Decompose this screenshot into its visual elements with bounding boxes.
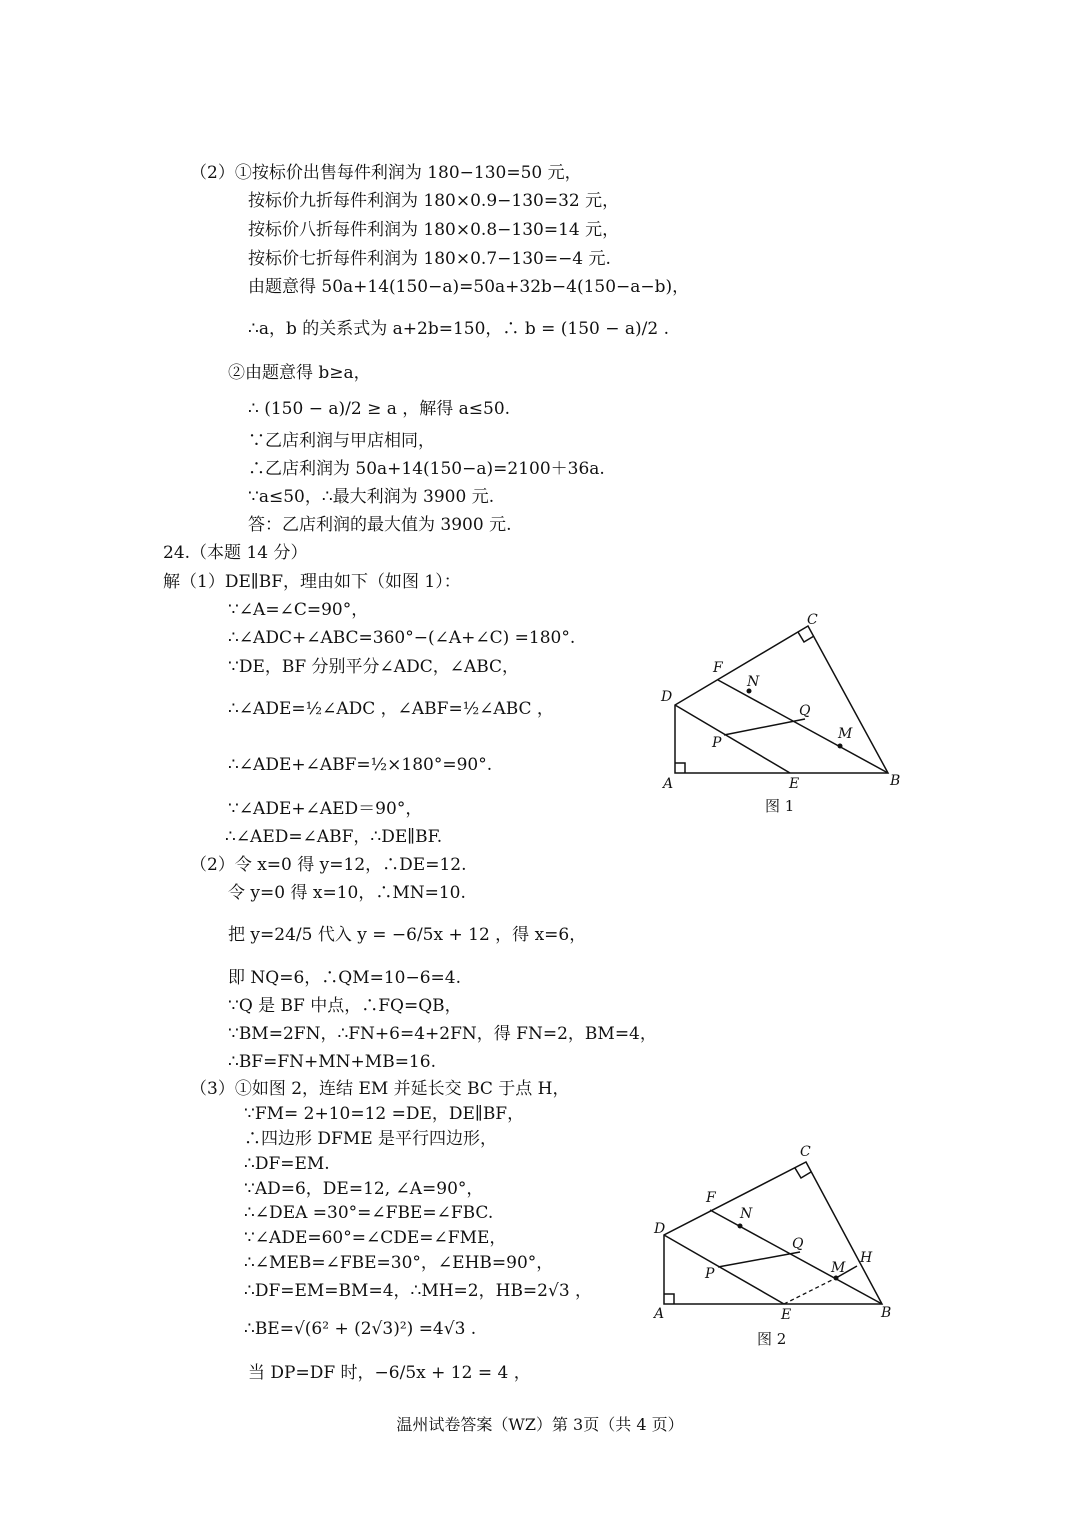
label-p: P — [712, 735, 722, 751]
text-line: ∵Q 是 BF 中点，∴FQ=QB， — [228, 996, 462, 1016]
text-line: ∴∠ADC+∠ABC=360°−(∠A+∠C) =180°. — [228, 628, 576, 648]
label-d: D — [654, 1221, 666, 1237]
figure-2-caption: 图 2 — [757, 1330, 787, 1348]
right-angle-a — [664, 1294, 674, 1304]
text-line: 解（1）DE∥BF，理由如下（如图 1）： — [163, 572, 461, 592]
text-line: 按标价七折每件利润为 180×0.7−130=−4 元. — [248, 249, 611, 269]
text-line: 即 NQ=6，∴QM=10−6=4. — [228, 968, 462, 988]
dashed-segment-em — [784, 1278, 836, 1304]
text-line: ∴BE=√(6² + (2√3)²) =4√3 . — [244, 1319, 477, 1339]
label-b: B — [881, 1305, 892, 1321]
text-line: ∵∠A=∠C=90°， — [228, 600, 369, 620]
label-q: Q — [792, 1236, 804, 1252]
text-line: ∴四边形 DFME 是平行四边形， — [244, 1129, 498, 1149]
figure-1 — [655, 608, 915, 798]
point-m — [838, 744, 843, 749]
label-m: M — [838, 726, 853, 742]
text-line: ∴ (150 − a)/2 ≥ a ，解得 a≤50. — [248, 399, 511, 419]
text-line: ∵乙店利润与甲店相同， — [248, 431, 435, 451]
figure-2 — [648, 1140, 908, 1325]
page-footer: 温州试卷答案（WZ）第 3页（共 4 页） — [396, 1415, 684, 1434]
label-m: M — [831, 1260, 846, 1276]
text-line: （2）①按标价出售每件利润为 180−130=50 元， — [190, 163, 582, 183]
text-line: （3）①如图 2，连结 EM 并延长交 BC 于点 H， — [190, 1079, 570, 1099]
text-line: ∵FM= 2+10=12 =DE，DE∥BF， — [244, 1104, 525, 1124]
label-c: C — [807, 612, 818, 628]
label-e: E — [781, 1307, 792, 1323]
text-line: ∴乙店利润为 50a+14(150−a)=2100＋36a. — [248, 459, 605, 479]
text-line: ②由题意得 b≥a， — [228, 363, 371, 383]
label-p: P — [705, 1266, 715, 1282]
segment-pq — [718, 1252, 800, 1267]
label-e: E — [789, 776, 800, 792]
text-line: 令 y=0 得 x=10，∴MN=10. — [228, 883, 466, 903]
text-line: ∵BM=2FN，∴FN+6=4+2FN，得 FN=2，BM=4， — [228, 1024, 657, 1044]
text-line: ∵a≤50，∴最大利润为 3900 元. — [248, 487, 495, 507]
text-line: ∴BF=FN+MN+MB=16. — [228, 1052, 436, 1072]
text-line: （2）令 x=0 得 y=12，∴DE=12. — [190, 855, 467, 875]
text-line: ∵AD=6，DE=12, ∠A=90°， — [244, 1179, 484, 1199]
text-line: ∴a，b 的关系式为 a+2b=150，∴ b = (150 − a)/2 . — [248, 319, 669, 339]
right-angle-c — [795, 1168, 811, 1178]
label-b: B — [890, 773, 901, 789]
point-n — [738, 1224, 743, 1229]
text-line: ∵∠ADE+∠AED＝90°， — [228, 799, 423, 819]
label-q: Q — [799, 703, 811, 719]
label-d: D — [661, 689, 673, 705]
label-h: H — [860, 1250, 873, 1266]
text-line: 由题意得 50a+14(150−a)=50a+32b−4(150−a−b)， — [248, 277, 690, 297]
text-line: 24.（本题 14 分） — [163, 543, 308, 563]
point-m — [834, 1276, 839, 1281]
text-line: 按标价八折每件利润为 180×0.8−130=14 元， — [248, 220, 620, 240]
text-line: 把 y=24/5 代入 y = −6/5x + 12 ，得 x=6， — [228, 925, 587, 945]
text-line: 当 DP=DF 时，−6/5x + 12 = 4 ， — [248, 1363, 531, 1383]
text-line: ∵∠ADE=60°=∠CDE=∠FME， — [244, 1228, 507, 1248]
label-f: F — [706, 1190, 716, 1206]
text-line: ∴∠DEA =30°=∠FBE=∠FBC. — [244, 1203, 494, 1223]
right-angle-a — [675, 763, 685, 773]
label-a: A — [663, 776, 674, 792]
label-f: F — [713, 660, 723, 676]
label-a: A — [654, 1306, 665, 1322]
text-line: ∴∠MEB=∠FBE=30°，∠EHB=90°， — [244, 1253, 554, 1273]
text-line: ∴∠ADE=½∠ADC ，∠ABF=½∠ABC ， — [228, 699, 554, 719]
segment-de — [664, 1235, 784, 1304]
text-line: 按标价九折每件利润为 180×0.9−130=32 元， — [248, 191, 620, 211]
quadrilateral-abcd — [675, 626, 888, 773]
figure-1-caption: 图 1 — [765, 797, 795, 815]
label-c: C — [800, 1144, 811, 1160]
text-line: ∴∠ADE+∠ABF=½×180°=90°. — [228, 755, 493, 775]
label-n: N — [740, 1206, 753, 1222]
label-n: N — [747, 674, 760, 690]
quadrilateral-abcd — [664, 1162, 882, 1304]
text-line: ∵DE，BF 分别平分∠ADC，∠ABC， — [228, 657, 520, 677]
text-line: ∴∠AED=∠ABF，∴DE∥BF. — [225, 827, 443, 847]
text-line: ∴DF=EM=BM=4，∴MH=2，HB=2√3 ， — [244, 1281, 593, 1301]
segment-de — [675, 705, 790, 773]
text-line: 答：乙店利润的最大值为 3900 元. — [248, 515, 512, 535]
text-line: ∴DF=EM. — [244, 1154, 330, 1174]
segment-pq — [724, 719, 805, 735]
